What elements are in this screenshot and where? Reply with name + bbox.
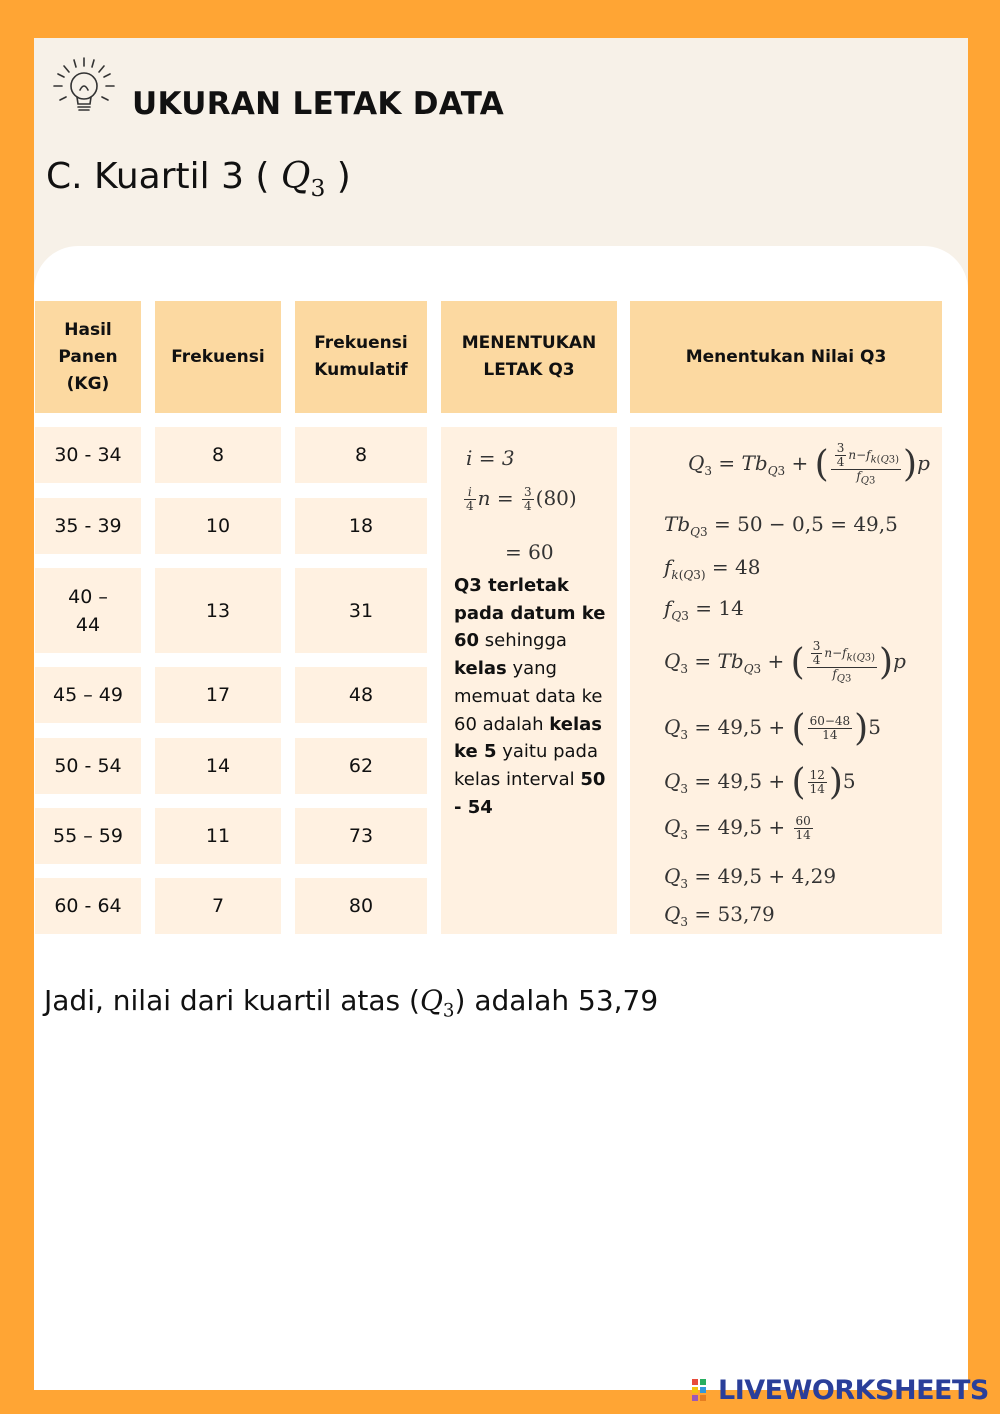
formula-fk: $f_{k(Q3)} = 48$ — [664, 555, 761, 582]
cell-range: 55 – 59 — [35, 808, 141, 864]
cell-freq: 17 — [155, 667, 281, 723]
lightbulb-icon — [48, 52, 120, 124]
cell-freq: 11 — [155, 808, 281, 864]
brand-name: LIVEWORKSHEETS — [718, 1374, 989, 1406]
cell-range: 50 - 54 — [35, 738, 141, 794]
formula-fq: $f_{Q3} = 14$ — [664, 596, 744, 623]
formula-step5: $Q_3 = 49,5$ + ( $\frac{60-48}{14}$ )5 — [664, 708, 881, 749]
cell-cum: 62 — [295, 738, 427, 794]
cell-freq: 7 — [155, 878, 281, 934]
math-position: $\frac{i}{4}$ n = $\frac{3}{4}$ (80) — [466, 485, 577, 513]
cell-cum: 18 — [295, 498, 427, 554]
cell-freq: 13 — [155, 568, 281, 653]
math-eq60: = 60 — [505, 540, 554, 564]
formula-step6: $Q_3 = 49,5$ + ( $\frac{12}{14}$ )5 — [664, 762, 856, 803]
letak-description: Q3 terletak pada datum ke 60 sehingga kelas yang memuat data ke 60 adalah kelas ke 5 yaitu pada kelas interval 50 - 54 — [454, 575, 606, 818]
cell-range: 45 – 49 — [35, 667, 141, 723]
cell-cum: 73 — [295, 808, 427, 864]
formula-step7: $Q_3 = 49,5$ + $\frac{60}{14}$ — [664, 814, 811, 842]
formula-q3: $Q_3 = Tb_{Q3}$ + ( $\frac{3}{4}$ $n-f_{k(Q3)}$ $f_{Q3}$ )p — [688, 441, 930, 487]
cell-range: 40 – 44 — [35, 568, 141, 653]
header-menentukan-nilai: Menentukan Nilai Q3 — [630, 301, 942, 413]
liveworksheets-icon — [692, 1377, 714, 1403]
cell-cum: 8 — [295, 427, 427, 483]
cell-freq: 8 — [155, 427, 281, 483]
header-frekuensi: Frekuensi — [155, 301, 281, 413]
cell-freq: 14 — [155, 738, 281, 794]
header-frekuensi-kumulatif: Frekuensi Kumulatif — [295, 301, 427, 413]
cell-cum: 80 — [295, 878, 427, 934]
cell-cum: 48 — [295, 667, 427, 723]
cell-range: 60 - 64 — [35, 878, 141, 934]
conclusion-text: Jadi, nilai dari kuartil atas $(Q_3)$ adalah 53,79 — [44, 984, 659, 1022]
header-title: UKURAN LETAK DATA — [132, 86, 505, 122]
formula-tb: $Tb_{Q3} = 50 - 0,5 = 49,5$ — [664, 512, 898, 539]
cell-cum: 31 — [295, 568, 427, 653]
formula-q3-repeat: $Q_3 = Tb_{Q3}$ + ( $\frac{3}{4}$ $n-f_{k(Q3)}$ $f_{Q3}$ )p — [664, 639, 906, 685]
formula-result: $Q_3 = 53,79$ — [664, 902, 775, 929]
formula-step8: $Q_3 = 49,5 + 4,29$ — [664, 864, 837, 891]
liveworksheets-logo[interactable] — [692, 1372, 989, 1408]
header-menentukan-letak: MENENTUKAN LETAK Q3 — [441, 301, 617, 413]
math-i-eq: i = 3 — [466, 446, 515, 470]
cell-range: 35 - 39 — [35, 498, 141, 554]
cell-freq: 10 — [155, 498, 281, 554]
section-title: C. Kuartil 3 ( $Q_3$ ) — [46, 156, 351, 203]
header-hasil-panen: Hasil Panen (KG) — [35, 301, 141, 413]
cell-range: 30 - 34 — [35, 427, 141, 483]
